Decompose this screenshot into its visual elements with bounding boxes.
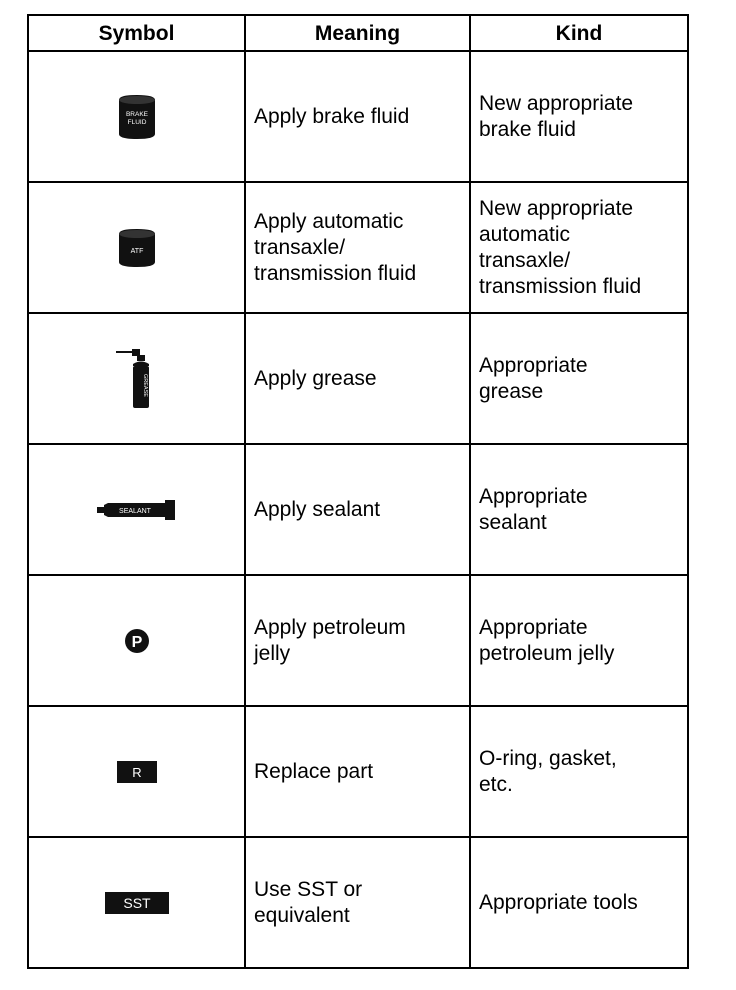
symbol-cell	[28, 575, 245, 706]
kind-text: Appropriate petroleum jelly	[479, 615, 615, 665]
atf-label: ATF	[130, 247, 143, 255]
grease-spray-can-icon	[115, 348, 159, 410]
table-row	[28, 51, 688, 182]
meaning-text: Apply grease	[254, 366, 377, 390]
kind-text: Appropriate tools	[479, 890, 638, 914]
atf-can-icon	[117, 228, 157, 268]
table-row	[28, 706, 688, 837]
meaning-cell	[245, 837, 470, 968]
symbol-cell	[28, 313, 245, 444]
petroleum-jelly-label: P	[131, 633, 142, 651]
kind-text: New appropriate brake fluid	[479, 91, 634, 141]
meaning-cell	[245, 313, 470, 444]
table-row	[28, 313, 688, 444]
brake-fluid-label-1: BRAKE	[125, 110, 148, 118]
replace-part-label: R	[131, 764, 142, 780]
header-symbol: Symbol	[28, 15, 245, 51]
meaning-cell	[245, 444, 470, 575]
table-row	[28, 837, 688, 968]
meaning-cell	[245, 51, 470, 182]
kind-cell	[470, 182, 688, 313]
meaning-text: Use SST or equivalent	[254, 877, 363, 927]
symbol-cell	[28, 706, 245, 837]
header-meaning: Meaning	[245, 15, 470, 51]
meaning-text: Apply sealant	[254, 497, 381, 521]
symbol-cell	[28, 182, 245, 313]
symbol-cell	[28, 837, 245, 968]
meaning-text: Replace part	[254, 759, 374, 783]
meaning-cell	[245, 706, 470, 837]
sealant-tube-icon	[97, 498, 177, 522]
kind-cell	[470, 313, 688, 444]
header-kind: Kind	[470, 15, 688, 51]
kind-cell	[470, 706, 688, 837]
brake-fluid-can-icon	[117, 94, 157, 140]
kind-cell	[470, 444, 688, 575]
table-header-row	[28, 15, 688, 51]
kind-text: Appropriate sealant	[479, 484, 588, 534]
grease-label: GREASE	[141, 373, 148, 397]
meaning-text: Apply petroleum jelly	[254, 615, 406, 665]
meaning-cell	[245, 575, 470, 706]
kind-text: Appropriate grease	[479, 353, 588, 403]
kind-cell	[470, 837, 688, 968]
symbol-cell	[28, 51, 245, 182]
symbol-cell	[28, 444, 245, 575]
table-row	[28, 182, 688, 313]
table-row	[28, 444, 688, 575]
kind-cell	[470, 51, 688, 182]
sst-label: SST	[122, 894, 151, 911]
table-row	[28, 575, 688, 706]
replace-part-icon	[117, 761, 157, 783]
meaning-cell	[245, 182, 470, 313]
petroleum-jelly-icon	[124, 628, 150, 654]
svg-text:FLUID: FLUID	[127, 118, 146, 126]
symbol-legend-table	[27, 14, 689, 969]
sealant-label: SEALANT	[118, 507, 151, 515]
kind-cell	[470, 575, 688, 706]
sst-icon	[105, 892, 169, 914]
meaning-text: Apply automatic transaxle/ transmission fluid	[254, 209, 417, 285]
kind-text: New appropriate automatic transaxle/ transmission fluid	[479, 196, 642, 298]
kind-text: O-ring, gasket, etc.	[479, 746, 617, 796]
meaning-text: Apply brake fluid	[254, 104, 410, 128]
